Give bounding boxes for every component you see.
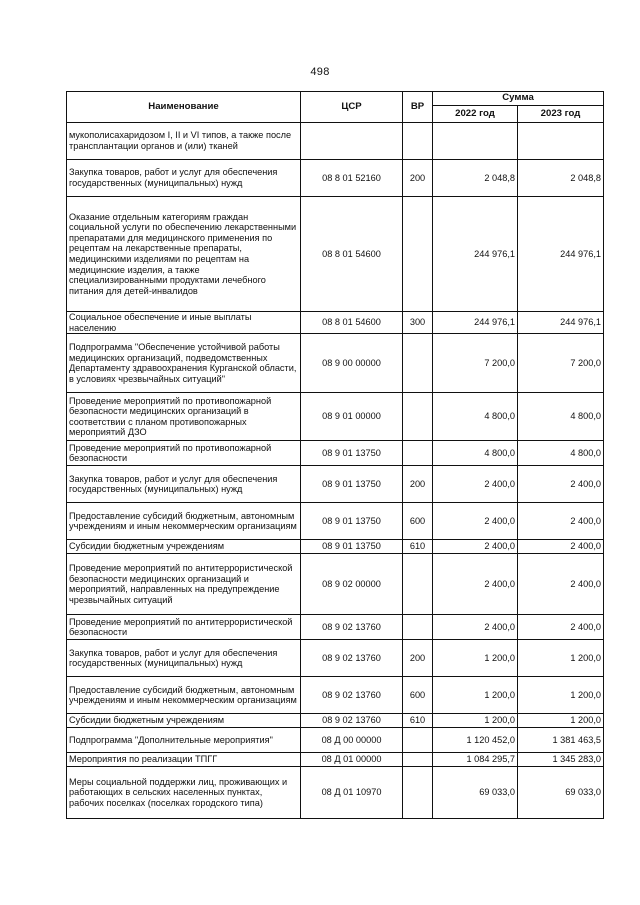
header-sum: Сумма [433,92,604,106]
row-vr-cell [403,753,433,767]
row-vr-cell: 600 [403,503,433,540]
row-csr-cell: 08 9 02 13760 [301,640,403,677]
row-vr-cell: 200 [403,640,433,677]
row-csr-cell: 08 Д 00 00000 [301,728,403,753]
row-sum-2022-cell: 69 033,0 [433,767,518,819]
row-name-cell: мукополисахаридозом I, II и VI типов, а также после трансплантации органов и (или) тканей [67,123,301,160]
row-vr-cell [403,767,433,819]
row-sum-2022-cell: 7 200,0 [433,334,518,393]
row-csr-cell: 08 8 01 52160 [301,160,403,197]
row-sum-2023-cell: 1 345 283,0 [518,753,604,767]
row-sum-2022-cell: 2 048,8 [433,160,518,197]
table-row [67,753,604,767]
row-sum-2023-cell: 1 200,0 [518,714,604,728]
row-csr-cell: 08 9 01 13750 [301,441,403,466]
row-sum-2022-cell: 2 400,0 [433,554,518,615]
table-row [67,640,604,677]
row-vr-cell [403,197,433,312]
row-csr-cell: 08 Д 01 10970 [301,767,403,819]
row-sum-2022-cell: 1 200,0 [433,640,518,677]
table-row [67,714,604,728]
row-sum-2023-cell: 1 381 463,5 [518,728,604,753]
table-row [67,466,604,503]
row-vr-cell: 600 [403,677,433,714]
row-name-cell: Закупка товаров, работ и услуг для обеспечения государственных (муниципальных) нужд [67,640,301,677]
row-csr-cell: 08 8 01 54600 [301,197,403,312]
row-vr-cell: 300 [403,312,433,334]
row-csr-cell: 08 9 02 13760 [301,714,403,728]
row-sum-2023-cell: 244 976,1 [518,312,604,334]
row-sum-2022-cell: 1 084 295,7 [433,753,518,767]
row-name-cell: Субсидии бюджетным учреждениям [67,540,301,554]
row-sum-2023-cell: 2 400,0 [518,466,604,503]
row-sum-2023-cell: 4 800,0 [518,393,604,441]
row-name-cell: Подпрограмма "Обеспечение устойчивой работы медицинских организаций, подведомственных Департаменту здравоохранения Курганской области, в условиях чрезвычайных ситуаций" [67,334,301,393]
row-sum-2023-cell: 2 400,0 [518,615,604,640]
row-sum-2023-cell: 1 200,0 [518,640,604,677]
row-csr-cell: 08 9 02 00000 [301,554,403,615]
table-row [67,197,604,312]
row-name-cell: Меры социальной поддержки лиц, проживающих и работающих в сельских населенных пунктах, рабочих поселках (поселках городского типа) [67,767,301,819]
row-csr-cell: 08 9 02 13760 [301,615,403,640]
row-name-cell: Предоставление субсидий бюджетным, автономным учреждениям и иным некоммерческим организациям [67,677,301,714]
row-csr-cell: 08 9 01 00000 [301,393,403,441]
budget-table [66,91,604,819]
row-sum-2022-cell: 2 400,0 [433,466,518,503]
table-row [67,123,604,160]
row-csr-cell: 08 8 01 54600 [301,312,403,334]
row-vr-cell [403,393,433,441]
row-sum-2023-cell: 7 200,0 [518,334,604,393]
table-row [67,441,604,466]
row-name-cell: Мероприятия по реализации ТПГГ [67,753,301,767]
row-sum-2022-cell: 2 400,0 [433,540,518,554]
row-sum-2022-cell: 244 976,1 [433,312,518,334]
table-row [67,393,604,441]
table-row [67,728,604,753]
header-year-2023: 2023 год [518,106,604,123]
row-sum-2023-cell: 1 200,0 [518,677,604,714]
row-sum-2022-cell: 4 800,0 [433,441,518,466]
table-row [67,334,604,393]
row-sum-2023-cell: 2 400,0 [518,540,604,554]
row-vr-cell [403,123,433,160]
row-sum-2022-cell: 1 200,0 [433,714,518,728]
row-name-cell: Закупка товаров, работ и услуг для обеспечения государственных (муниципальных) нужд [67,466,301,503]
row-name-cell: Подпрограмма "Дополнительные мероприятия" [67,728,301,753]
row-vr-cell [403,441,433,466]
row-sum-2023-cell: 2 048,8 [518,160,604,197]
row-vr-cell: 200 [403,466,433,503]
row-sum-2023-cell: 2 400,0 [518,503,604,540]
row-sum-2022-cell: 4 800,0 [433,393,518,441]
row-csr-cell: 08 9 01 13750 [301,540,403,554]
row-name-cell: Субсидии бюджетным учреждениям [67,714,301,728]
row-sum-2022-cell: 1 200,0 [433,677,518,714]
row-sum-2022-cell: 2 400,0 [433,615,518,640]
table-row [67,312,604,334]
row-csr-cell [301,123,403,160]
table-row [67,160,604,197]
row-sum-2022-cell: 244 976,1 [433,197,518,312]
row-csr-cell: 08 9 00 00000 [301,334,403,393]
row-vr-cell: 200 [403,160,433,197]
table-row [67,540,604,554]
row-name-cell: Проведение мероприятий по противопожарной безопасности медицинских организаций в соответствии с планом противопожарных мероприятий ДЗО [67,393,301,441]
row-name-cell: Оказание отдельным категориям граждан социальной услуги по обеспечению лекарственными препаратами для медицинского применения по рецептам на лекарственные препараты, медицинскими изделиями по рецептам на медицинские изделия, а также специализированными продуктами лечебного питания для детей-инвалидов [67,197,301,312]
row-sum-2023-cell: 2 400,0 [518,554,604,615]
row-name-cell: Проведение мероприятий по антитеррористической безопасности медицинских организаций и мероприятий, направленных на предупреждение чрезвычайных ситуаций [67,554,301,615]
row-name-cell: Проведение мероприятий по антитеррористической безопасности [67,615,301,640]
row-vr-cell: 610 [403,540,433,554]
table-body [67,123,604,819]
table-row [67,554,604,615]
row-csr-cell: 08 9 02 13760 [301,677,403,714]
header-csr: ЦСР [301,92,403,123]
table-row [67,503,604,540]
row-name-cell: Проведение мероприятий по противопожарной безопасности [67,441,301,466]
table-row [67,615,604,640]
table-row [67,767,604,819]
row-vr-cell [403,334,433,393]
header-year-2022: 2022 год [433,106,518,123]
row-sum-2023-cell: 69 033,0 [518,767,604,819]
row-vr-cell [403,615,433,640]
header-vr: ВР [403,92,433,123]
row-sum-2023-cell: 4 800,0 [518,441,604,466]
row-csr-cell: 08 9 01 13750 [301,503,403,540]
row-csr-cell: 08 Д 01 00000 [301,753,403,767]
row-csr-cell: 08 9 01 13750 [301,466,403,503]
row-vr-cell: 610 [403,714,433,728]
row-sum-2022-cell [433,123,518,160]
row-sum-2023-cell: 244 976,1 [518,197,604,312]
row-sum-2022-cell: 1 120 452,0 [433,728,518,753]
row-vr-cell [403,728,433,753]
table-row [67,677,604,714]
page-number: 498 [310,66,330,78]
row-sum-2023-cell [518,123,604,160]
row-vr-cell [403,554,433,615]
header-name: Наименование [67,92,301,123]
row-name-cell: Предоставление субсидий бюджетным, автономным учреждениям и иным некоммерческим организациям [67,503,301,540]
row-sum-2022-cell: 2 400,0 [433,503,518,540]
row-name-cell: Социальное обеспечение и иные выплаты населению [67,312,301,334]
row-name-cell: Закупка товаров, работ и услуг для обеспечения государственных (муниципальных) нужд [67,160,301,197]
